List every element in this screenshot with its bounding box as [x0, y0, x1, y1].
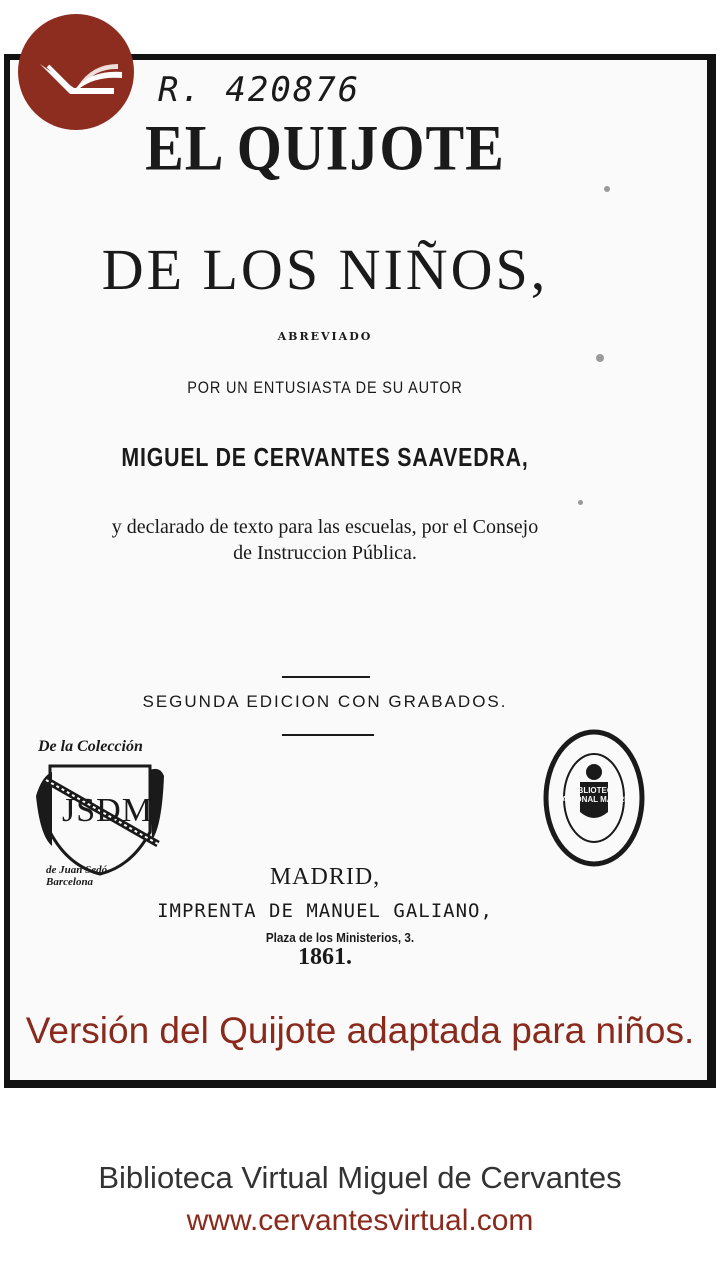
divider-rule [282, 734, 374, 736]
by-line: POR UN ENTUSIASTA DE SU AUTOR [187, 378, 463, 397]
abridged-label: ABREVIADO [277, 330, 373, 343]
footer-library-name: Biblioteca Virtual Miguel de Cervantes [98, 1160, 622, 1195]
library-stamp-text: BIBLIOTECA NACIONAL MADRID [555, 786, 633, 804]
divider-rule [282, 676, 370, 678]
author-name: MIGUEL DE CERVANTES SAAVEDRA, [121, 442, 529, 472]
scan-speckle [578, 500, 583, 505]
cover-scan [10, 60, 707, 1080]
printer: IMPRENTA DE MANUEL GALIANO, [157, 900, 493, 922]
collection-stamp-footer: de Juan Sedó Barcelona [46, 864, 108, 888]
edition-label: SEGUNDA EDICION CON GRABADOS. [142, 692, 508, 711]
collection-stamp-monogram: JSDM [62, 792, 153, 829]
title-line-2: DE LOS NIÑOS, [101, 237, 549, 302]
printer-address: Plaza de los Ministerios, 3. [265, 930, 415, 945]
publication-year: 1861. [298, 944, 352, 970]
library-stamp [542, 728, 646, 868]
declaration-line-2: de Instruccion Pública. [233, 542, 417, 564]
declaration-line-1: y declarado de texto para las escuelas, por el Consejo [111, 516, 539, 538]
title-line-1: EL QUIJOTE [145, 111, 505, 184]
scan-speckle [604, 186, 610, 192]
scan-speckle [596, 354, 604, 362]
catalog-number: R. 420876 [158, 70, 361, 110]
city: MADRID, [269, 864, 381, 890]
caption: Versión del Quijote adaptada para niños. [25, 1010, 695, 1051]
collection-stamp-header: De la Colección [38, 738, 143, 755]
footer-url-link[interactable]: www.cervantesvirtual.com [186, 1204, 534, 1237]
